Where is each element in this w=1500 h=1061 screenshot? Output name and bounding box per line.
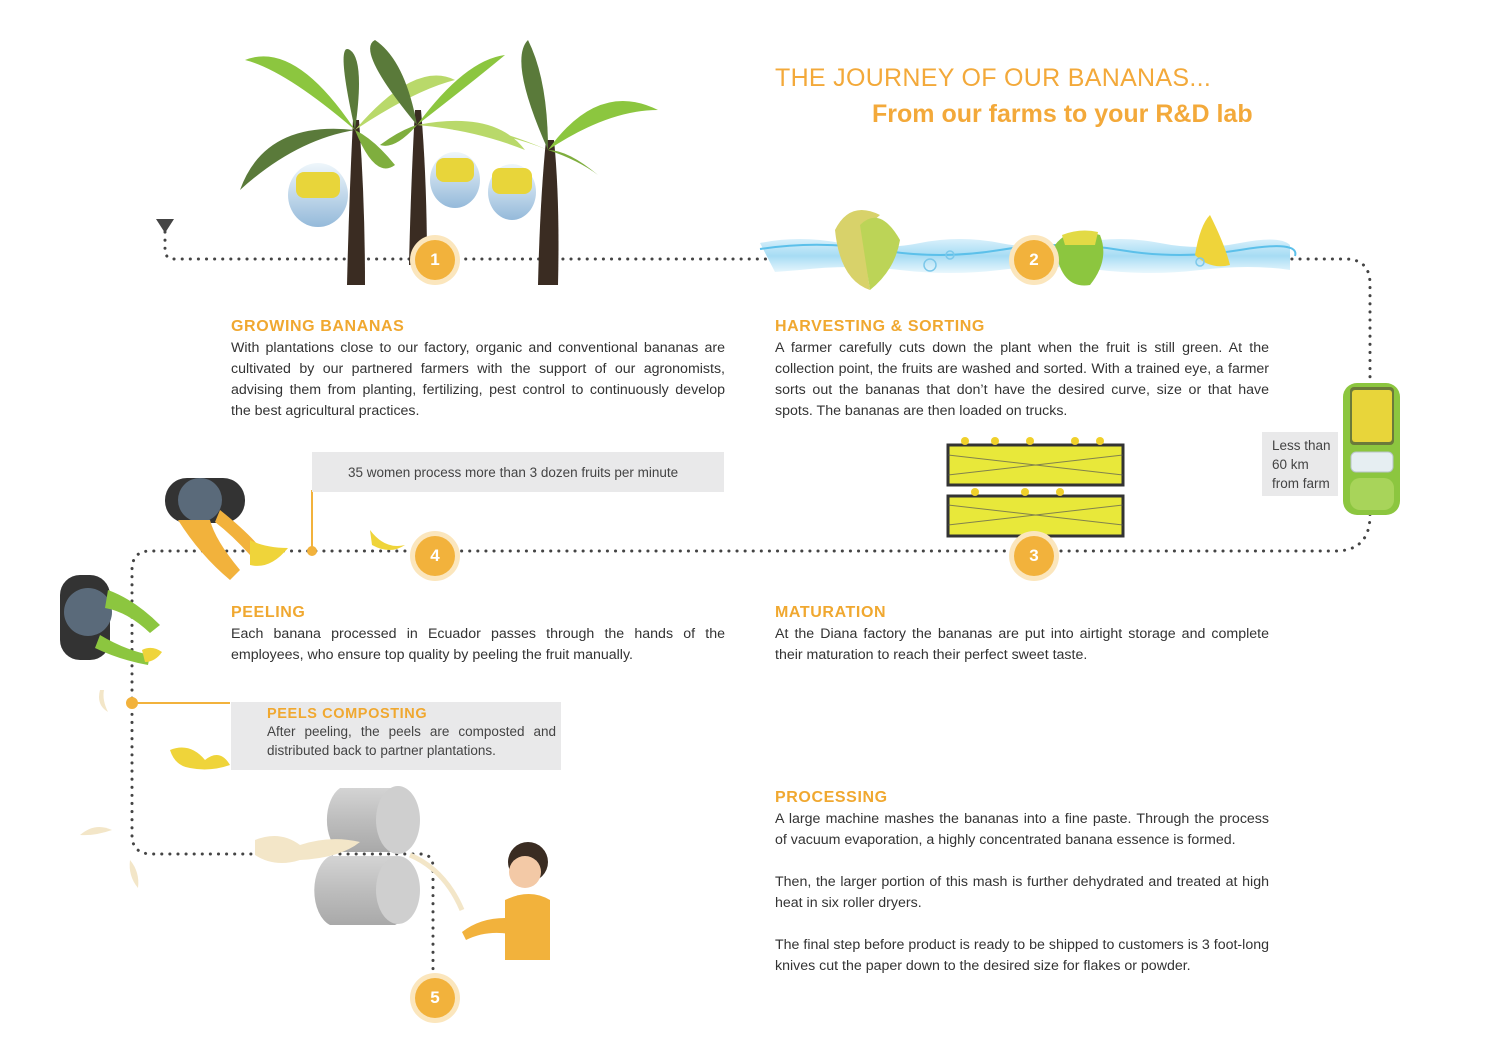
step-paragraph: Then, the larger portion of this mash is further dehydrated and treated at high heat in six roller dryers. — [775, 874, 1269, 911]
step-peeling — [231, 604, 725, 666]
start-triangle-icon — [156, 219, 174, 233]
crates-illustration — [948, 437, 1123, 536]
peels-composting-note — [231, 702, 561, 770]
note-body: After peeling, the peels are composted and distributed back to partner plantations. — [267, 724, 556, 758]
step-maturation — [775, 604, 1269, 666]
note-title: PEELS COMPOSTING — [267, 706, 428, 722]
step-description — [775, 809, 1269, 977]
step-2-badge: 2 — [1014, 240, 1054, 280]
step-title: PROCESSING — [775, 789, 888, 806]
step-paragraph: Each banana processed in Ecuador passes through the hands of the employees, who ensure top quality by peeling the fruit manually. — [231, 626, 725, 663]
step-description — [231, 338, 725, 422]
truck-distance-note: Less than 60 km from farm — [1262, 432, 1338, 496]
step-paragraph: The final step before product is ready to be shipped to customers is 3 foot-long knives cut the paper down to the desired size for flakes or powder. — [775, 937, 1269, 974]
processing-machine-illustration — [255, 786, 550, 960]
step-description — [775, 338, 1269, 422]
step-description — [775, 624, 1269, 666]
step-description — [231, 624, 725, 666]
women-output-note: 35 women process more than 3 dozen fruits per minute — [312, 452, 724, 492]
step-growing — [231, 318, 725, 422]
truck-illustration — [1343, 383, 1400, 515]
step-processing — [775, 789, 1269, 977]
step-title: MATURATION — [775, 604, 887, 621]
step-title: GROWING BANANAS — [231, 318, 405, 335]
step-title: HARVESTING & SORTING — [775, 318, 985, 335]
step-paragraph: A large machine mashes the bananas into a fine paste. Through the process of vacuum evaporation, a highly concentrated banana essence is formed. — [775, 811, 1269, 848]
step-title: PEELING — [231, 604, 306, 621]
main-title: THE JOURNEY OF OUR BANANAS... — [775, 64, 1212, 92]
step-1-badge: 1 — [415, 240, 455, 280]
step-4-badge: 4 — [415, 536, 455, 576]
step-paragraph: With plantations close to our factory, organic and conventional bananas are cultivated by our partnered farmers with the support of our agronomists, advising them from planting, fertilizing, pest control to continuously develop the best agricultural practices. — [231, 340, 725, 419]
step-paragraph: A farmer carefully cuts down the plant when the fruit is still green. At the collection point, the fruits are washed and sorted. With a trained eye, a farmer sorts out the bananas that don’t have the desired curve, size or that have spots. The bananas are then loaded on trucks. — [775, 340, 1269, 419]
step-paragraph: At the Diana factory the bananas are put into airtight storage and complete their maturation to reach their perfect sweet taste. — [775, 626, 1269, 663]
step-3-badge: 3 — [1014, 536, 1054, 576]
step-harvesting — [775, 318, 1269, 422]
main-subtitle: From our farms to your R&D lab — [872, 100, 1253, 128]
step-5-badge: 5 — [415, 978, 455, 1018]
